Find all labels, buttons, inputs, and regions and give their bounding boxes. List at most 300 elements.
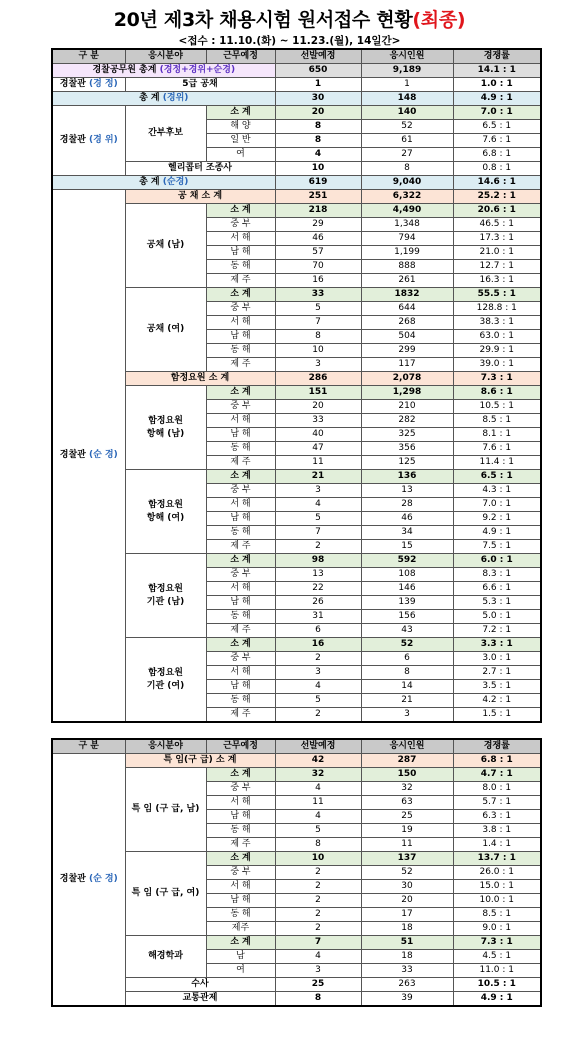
competition-ratio: 5.7 : 1 — [453, 796, 541, 810]
competition-ratio: 4.7 : 1 — [453, 768, 541, 782]
title-main: 20년 제3차 채용시험 원서접수 현황 — [113, 9, 413, 31]
table-row — [52, 768, 541, 782]
competition-ratio: 1.0 : 1 — [453, 78, 541, 92]
field-label: 함정요원 기관 (남) — [125, 554, 206, 638]
header-cell: 근무예정 — [206, 739, 275, 754]
header-cell: 응시분야 — [125, 739, 206, 754]
applicant-count: 156 — [361, 610, 453, 624]
selection-count: 33 — [275, 288, 361, 302]
selection-count: 16 — [275, 274, 361, 288]
applicant-count: 1 — [361, 78, 453, 92]
field-label: 함정요원 항해 (여) — [125, 470, 206, 554]
work-label: 소 계 — [206, 852, 275, 866]
applicant-count: 52 — [361, 638, 453, 652]
selection-count: 46 — [275, 232, 361, 246]
table-row — [52, 204, 541, 218]
competition-ratio: 16.3 : 1 — [453, 274, 541, 288]
applicant-count: 33 — [361, 964, 453, 978]
work-label: 서 해 — [206, 232, 275, 246]
work-label: 서 해 — [206, 666, 275, 680]
applicant-count: 34 — [361, 526, 453, 540]
work-label: 해 양 — [206, 120, 275, 134]
selection-count: 8 — [275, 992, 361, 1007]
selection-count: 10 — [275, 162, 361, 176]
selection-count: 5 — [275, 824, 361, 838]
competition-ratio: 7.0 : 1 — [453, 498, 541, 512]
competition-ratio: 39.0 : 1 — [453, 358, 541, 372]
selection-count: 47 — [275, 442, 361, 456]
applicant-count: 299 — [361, 344, 453, 358]
competition-ratio: 4.3 : 1 — [453, 484, 541, 498]
field-label: 5급 공채 — [125, 78, 275, 92]
row-label: 함정요원 소 계 — [125, 372, 275, 386]
table-row — [52, 978, 541, 992]
selection-count: 2 — [275, 894, 361, 908]
competition-ratio: 6.5 : 1 — [453, 470, 541, 484]
applicant-count: 794 — [361, 232, 453, 246]
applicant-count: 148 — [361, 92, 453, 106]
selection-count: 22 — [275, 582, 361, 596]
header-cell: 응시분야 — [125, 49, 206, 64]
applicant-count: 108 — [361, 568, 453, 582]
work-label: 중 부 — [206, 484, 275, 498]
applicant-count: 52 — [361, 866, 453, 880]
competition-ratio: 26.0 : 1 — [453, 866, 541, 880]
work-label: 중 부 — [206, 302, 275, 316]
applicant-count: 1,348 — [361, 218, 453, 232]
competition-ratio: 9.2 : 1 — [453, 512, 541, 526]
competition-ratio: 7.5 : 1 — [453, 540, 541, 554]
competition-ratio: 3.5 : 1 — [453, 680, 541, 694]
competition-ratio: 8.5 : 1 — [453, 414, 541, 428]
applicant-count: 9,040 — [361, 176, 453, 190]
selection-count: 25 — [275, 978, 361, 992]
work-label: 남 해 — [206, 330, 275, 344]
selection-count: 218 — [275, 204, 361, 218]
selection-count: 8 — [275, 330, 361, 344]
work-label: 소 계 — [206, 554, 275, 568]
applicant-count: 261 — [361, 274, 453, 288]
competition-ratio: 9.0 : 1 — [453, 922, 541, 936]
applicant-count: 11 — [361, 838, 453, 852]
header-cell: 구 분 — [52, 739, 125, 754]
selection-count: 4 — [275, 950, 361, 964]
work-label: 중 부 — [206, 400, 275, 414]
applicant-count: 14 — [361, 680, 453, 694]
competition-ratio: 15.0 : 1 — [453, 880, 541, 894]
selection-count: 16 — [275, 638, 361, 652]
header-cell: 선발예정 — [275, 49, 361, 64]
work-label: 일 반 — [206, 134, 275, 148]
table-header-row — [52, 49, 541, 64]
field-label: 간부후보 — [125, 106, 206, 162]
applicant-count: 46 — [361, 512, 453, 526]
competition-ratio: 14.1 : 1 — [453, 64, 541, 78]
applicant-count: 32 — [361, 782, 453, 796]
competition-ratio: 4.9 : 1 — [453, 526, 541, 540]
header-cell: 응시인원 — [361, 739, 453, 754]
selection-count: 57 — [275, 246, 361, 260]
selection-count: 151 — [275, 386, 361, 400]
work-label: 중 부 — [206, 782, 275, 796]
applicant-count: 1,199 — [361, 246, 453, 260]
competition-ratio: 8.1 : 1 — [453, 428, 541, 442]
work-label: 중 부 — [206, 652, 275, 666]
page-title — [0, 5, 579, 32]
header-cell: 응시인원 — [361, 49, 453, 64]
field-label: 공채 (남) — [125, 204, 206, 288]
table-row — [52, 992, 541, 1007]
work-label: 남 해 — [206, 810, 275, 824]
applicant-count: 3 — [361, 708, 453, 723]
competition-ratio: 7.2 : 1 — [453, 624, 541, 638]
applicant-count: 4,490 — [361, 204, 453, 218]
work-label: 제 주 — [206, 838, 275, 852]
work-label: 서 해 — [206, 796, 275, 810]
work-label: 동 해 — [206, 526, 275, 540]
row-label: 경찰공무원 총계 (경정+경위+순경) — [52, 64, 275, 78]
selection-count: 30 — [275, 92, 361, 106]
work-label: 동 해 — [206, 694, 275, 708]
table-row — [52, 288, 541, 302]
selection-count: 2 — [275, 866, 361, 880]
selection-count: 5 — [275, 512, 361, 526]
competition-ratio: 6.5 : 1 — [453, 120, 541, 134]
selection-count: 619 — [275, 176, 361, 190]
applicant-count: 139 — [361, 596, 453, 610]
competition-ratio: 12.7 : 1 — [453, 260, 541, 274]
selection-count: 4 — [275, 782, 361, 796]
work-label: 제 주 — [206, 456, 275, 470]
header-cell: 구 분 — [52, 49, 125, 64]
selection-count: 21 — [275, 470, 361, 484]
work-label: 여 — [206, 148, 275, 162]
field-label: 특 임 (구 급, 남) — [125, 768, 206, 852]
applicant-count: 137 — [361, 852, 453, 866]
applicant-count: 8 — [361, 666, 453, 680]
work-label: 소 계 — [206, 204, 275, 218]
applicant-count: 644 — [361, 302, 453, 316]
applicant-count: 287 — [361, 754, 453, 768]
applicant-count: 125 — [361, 456, 453, 470]
competition-ratio: 25.2 : 1 — [453, 190, 541, 204]
selection-count: 6 — [275, 624, 361, 638]
group-label: 경찰관 (순 경) — [52, 190, 125, 723]
applicant-count: 52 — [361, 120, 453, 134]
competition-ratio: 4.9 : 1 — [453, 92, 541, 106]
competition-ratio: 46.5 : 1 — [453, 218, 541, 232]
subtotal-row — [52, 176, 541, 190]
competition-ratio: 3.0 : 1 — [453, 652, 541, 666]
selection-count: 33 — [275, 414, 361, 428]
applicant-count: 20 — [361, 894, 453, 908]
applicant-count: 61 — [361, 134, 453, 148]
table-row — [52, 936, 541, 950]
competition-ratio: 8.0 : 1 — [453, 782, 541, 796]
field-label: 공채 (여) — [125, 288, 206, 372]
work-label: 제 주 — [206, 624, 275, 638]
competition-ratio: 4.2 : 1 — [453, 694, 541, 708]
subtotal-row — [52, 92, 541, 106]
applicant-count: 592 — [361, 554, 453, 568]
applicant-count: 13 — [361, 484, 453, 498]
field-label: 헬리콥터 조종사 — [125, 162, 275, 176]
applicant-count: 28 — [361, 498, 453, 512]
competition-ratio: 6.0 : 1 — [453, 554, 541, 568]
competition-ratio: 13.7 : 1 — [453, 852, 541, 866]
work-label: 남 해 — [206, 680, 275, 694]
group-label: 경찰관 (경 정) — [52, 78, 125, 92]
applicant-count: 146 — [361, 582, 453, 596]
work-label: 소 계 — [206, 106, 275, 120]
applicant-count: 25 — [361, 810, 453, 824]
selection-count: 2 — [275, 880, 361, 894]
competition-ratio: 17.3 : 1 — [453, 232, 541, 246]
work-label: 소 계 — [206, 638, 275, 652]
selection-count: 4 — [275, 498, 361, 512]
applicant-count: 263 — [361, 978, 453, 992]
selection-count: 26 — [275, 596, 361, 610]
work-label: 남 — [206, 950, 275, 964]
applicant-count: 63 — [361, 796, 453, 810]
applicant-count: 1,298 — [361, 386, 453, 400]
competition-ratio: 7.6 : 1 — [453, 134, 541, 148]
field-label: 해경학과 — [125, 936, 206, 978]
table-row — [52, 852, 541, 866]
work-label: 서 해 — [206, 582, 275, 596]
applicant-count: 888 — [361, 260, 453, 274]
selection-count: 10 — [275, 344, 361, 358]
work-label: 동 해 — [206, 344, 275, 358]
selection-count: 3 — [275, 666, 361, 680]
competition-ratio: 7.6 : 1 — [453, 442, 541, 456]
selection-count: 5 — [275, 302, 361, 316]
work-label: 제 주 — [206, 274, 275, 288]
group-label: 경찰관 (경 위) — [52, 106, 125, 176]
title-final-badge: (최종) — [412, 9, 466, 31]
competition-ratio: 8.5 : 1 — [453, 908, 541, 922]
selection-count: 8 — [275, 838, 361, 852]
selection-count: 4 — [275, 148, 361, 162]
selection-count: 3 — [275, 484, 361, 498]
applicant-count: 150 — [361, 768, 453, 782]
work-label: 서 해 — [206, 498, 275, 512]
selection-count: 7 — [275, 316, 361, 330]
competition-ratio: 21.0 : 1 — [453, 246, 541, 260]
row-label: 특 임(구 급) 소 계 — [125, 754, 275, 768]
competition-ratio: 3.8 : 1 — [453, 824, 541, 838]
applicant-count: 21 — [361, 694, 453, 708]
applicant-count: 43 — [361, 624, 453, 638]
work-label: 소 계 — [206, 386, 275, 400]
grand-total-row — [52, 64, 541, 78]
recruitment-table-1 — [51, 48, 542, 723]
selection-count: 4 — [275, 810, 361, 824]
recruitment-table-2 — [51, 738, 542, 1007]
selection-count: 2 — [275, 652, 361, 666]
competition-ratio: 38.3 : 1 — [453, 316, 541, 330]
work-label: 중 부 — [206, 866, 275, 880]
selection-count: 2 — [275, 922, 361, 936]
work-label: 서 해 — [206, 316, 275, 330]
selection-count: 650 — [275, 64, 361, 78]
work-label: 중 부 — [206, 218, 275, 232]
competition-ratio: 0.8 : 1 — [453, 162, 541, 176]
applicant-count: 136 — [361, 470, 453, 484]
applicant-count: 39 — [361, 992, 453, 1007]
selection-count: 31 — [275, 610, 361, 624]
page-subtitle: <접수 : 11.10.(화) ~ 11.23.(월), 14일간> — [178, 35, 401, 47]
applicant-count: 18 — [361, 922, 453, 936]
field-label: 교통관제 — [125, 992, 275, 1007]
selection-count: 70 — [275, 260, 361, 274]
field-label: 특 임 (구 급, 여) — [125, 852, 206, 936]
competition-ratio: 8.3 : 1 — [453, 568, 541, 582]
applicant-count: 51 — [361, 936, 453, 950]
table-row — [52, 162, 541, 176]
selection-count: 2 — [275, 540, 361, 554]
selection-count: 29 — [275, 218, 361, 232]
competition-ratio: 29.9 : 1 — [453, 344, 541, 358]
table-row — [52, 638, 541, 652]
applicant-count: 6,322 — [361, 190, 453, 204]
work-label: 동 해 — [206, 442, 275, 456]
competition-ratio: 7.0 : 1 — [453, 106, 541, 120]
work-label: 소 계 — [206, 288, 275, 302]
competition-ratio: 5.0 : 1 — [453, 610, 541, 624]
selection-count: 3 — [275, 964, 361, 978]
selection-count: 32 — [275, 768, 361, 782]
table-row — [52, 386, 541, 400]
selection-count: 8 — [275, 134, 361, 148]
applicant-count: 210 — [361, 400, 453, 414]
work-label: 동 해 — [206, 908, 275, 922]
applicant-count: 117 — [361, 358, 453, 372]
subtotal-row — [52, 372, 541, 386]
table-header-row — [52, 739, 541, 754]
selection-count: 4 — [275, 680, 361, 694]
applicant-count: 356 — [361, 442, 453, 456]
selection-count: 40 — [275, 428, 361, 442]
work-label: 남 해 — [206, 512, 275, 526]
selection-count: 251 — [275, 190, 361, 204]
applicant-count: 325 — [361, 428, 453, 442]
work-label: 제 주 — [206, 540, 275, 554]
table-row — [52, 78, 541, 92]
applicant-count: 27 — [361, 148, 453, 162]
applicant-count: 282 — [361, 414, 453, 428]
selection-count: 1 — [275, 78, 361, 92]
table-row — [52, 554, 541, 568]
competition-ratio: 55.5 : 1 — [453, 288, 541, 302]
table-row — [52, 470, 541, 484]
row-label: 공 채 소 계 — [125, 190, 275, 204]
competition-ratio: 11.0 : 1 — [453, 964, 541, 978]
applicant-count: 17 — [361, 908, 453, 922]
work-label: 남 해 — [206, 894, 275, 908]
selection-count: 7 — [275, 526, 361, 540]
work-label: 동 해 — [206, 824, 275, 838]
selection-count: 20 — [275, 106, 361, 120]
applicant-count: 18 — [361, 950, 453, 964]
subtotal-row — [52, 754, 541, 768]
applicant-count: 140 — [361, 106, 453, 120]
row-label: 총 계 (경위) — [52, 92, 275, 106]
applicant-count: 19 — [361, 824, 453, 838]
competition-ratio: 10.5 : 1 — [453, 400, 541, 414]
work-label: 제 주 — [206, 358, 275, 372]
applicant-count: 504 — [361, 330, 453, 344]
competition-ratio: 4.5 : 1 — [453, 950, 541, 964]
work-label: 제 주 — [206, 708, 275, 723]
selection-count: 286 — [275, 372, 361, 386]
work-label: 동 해 — [206, 610, 275, 624]
applicant-count: 8 — [361, 162, 453, 176]
field-label: 수사 — [125, 978, 275, 992]
competition-ratio: 1.4 : 1 — [453, 838, 541, 852]
work-label: 소 계 — [206, 470, 275, 484]
selection-count: 42 — [275, 754, 361, 768]
selection-count: 5 — [275, 694, 361, 708]
work-label: 소 계 — [206, 768, 275, 782]
competition-ratio: 3.3 : 1 — [453, 638, 541, 652]
work-label: 남 해 — [206, 596, 275, 610]
work-label: 중 부 — [206, 568, 275, 582]
work-label: 서 해 — [206, 414, 275, 428]
work-label: 소 계 — [206, 936, 275, 950]
competition-ratio: 1.5 : 1 — [453, 708, 541, 723]
selection-count: 3 — [275, 358, 361, 372]
header-cell: 경쟁률 — [453, 49, 541, 64]
competition-ratio: 14.6 : 1 — [453, 176, 541, 190]
header-cell: 경쟁률 — [453, 739, 541, 754]
competition-ratio: 6.8 : 1 — [453, 148, 541, 162]
competition-ratio: 7.3 : 1 — [453, 372, 541, 386]
applicant-count: 6 — [361, 652, 453, 666]
selection-count: 11 — [275, 796, 361, 810]
selection-count: 2 — [275, 908, 361, 922]
table-row — [52, 106, 541, 120]
competition-ratio: 7.3 : 1 — [453, 936, 541, 950]
competition-ratio: 5.3 : 1 — [453, 596, 541, 610]
applicant-count: 9,189 — [361, 64, 453, 78]
selection-count: 98 — [275, 554, 361, 568]
group-label: 경찰관 (순 경) — [52, 754, 125, 1007]
competition-ratio: 6.6 : 1 — [453, 582, 541, 596]
subtotal-row — [52, 190, 541, 204]
competition-ratio: 8.6 : 1 — [453, 386, 541, 400]
competition-ratio: 6.8 : 1 — [453, 754, 541, 768]
competition-ratio: 4.9 : 1 — [453, 992, 541, 1007]
selection-count: 8 — [275, 120, 361, 134]
selection-count: 2 — [275, 708, 361, 723]
selection-count: 13 — [275, 568, 361, 582]
work-label: 제주 — [206, 922, 275, 936]
work-label: 동 해 — [206, 260, 275, 274]
selection-count: 11 — [275, 456, 361, 470]
work-label: 서 해 — [206, 880, 275, 894]
selection-count: 20 — [275, 400, 361, 414]
work-label: 남 해 — [206, 428, 275, 442]
competition-ratio: 63.0 : 1 — [453, 330, 541, 344]
competition-ratio: 6.3 : 1 — [453, 810, 541, 824]
competition-ratio: 10.0 : 1 — [453, 894, 541, 908]
applicant-count: 2,078 — [361, 372, 453, 386]
competition-ratio: 20.6 : 1 — [453, 204, 541, 218]
work-label: 남 해 — [206, 246, 275, 260]
field-label: 함정요원 항해 (남) — [125, 386, 206, 470]
competition-ratio: 11.4 : 1 — [453, 456, 541, 470]
